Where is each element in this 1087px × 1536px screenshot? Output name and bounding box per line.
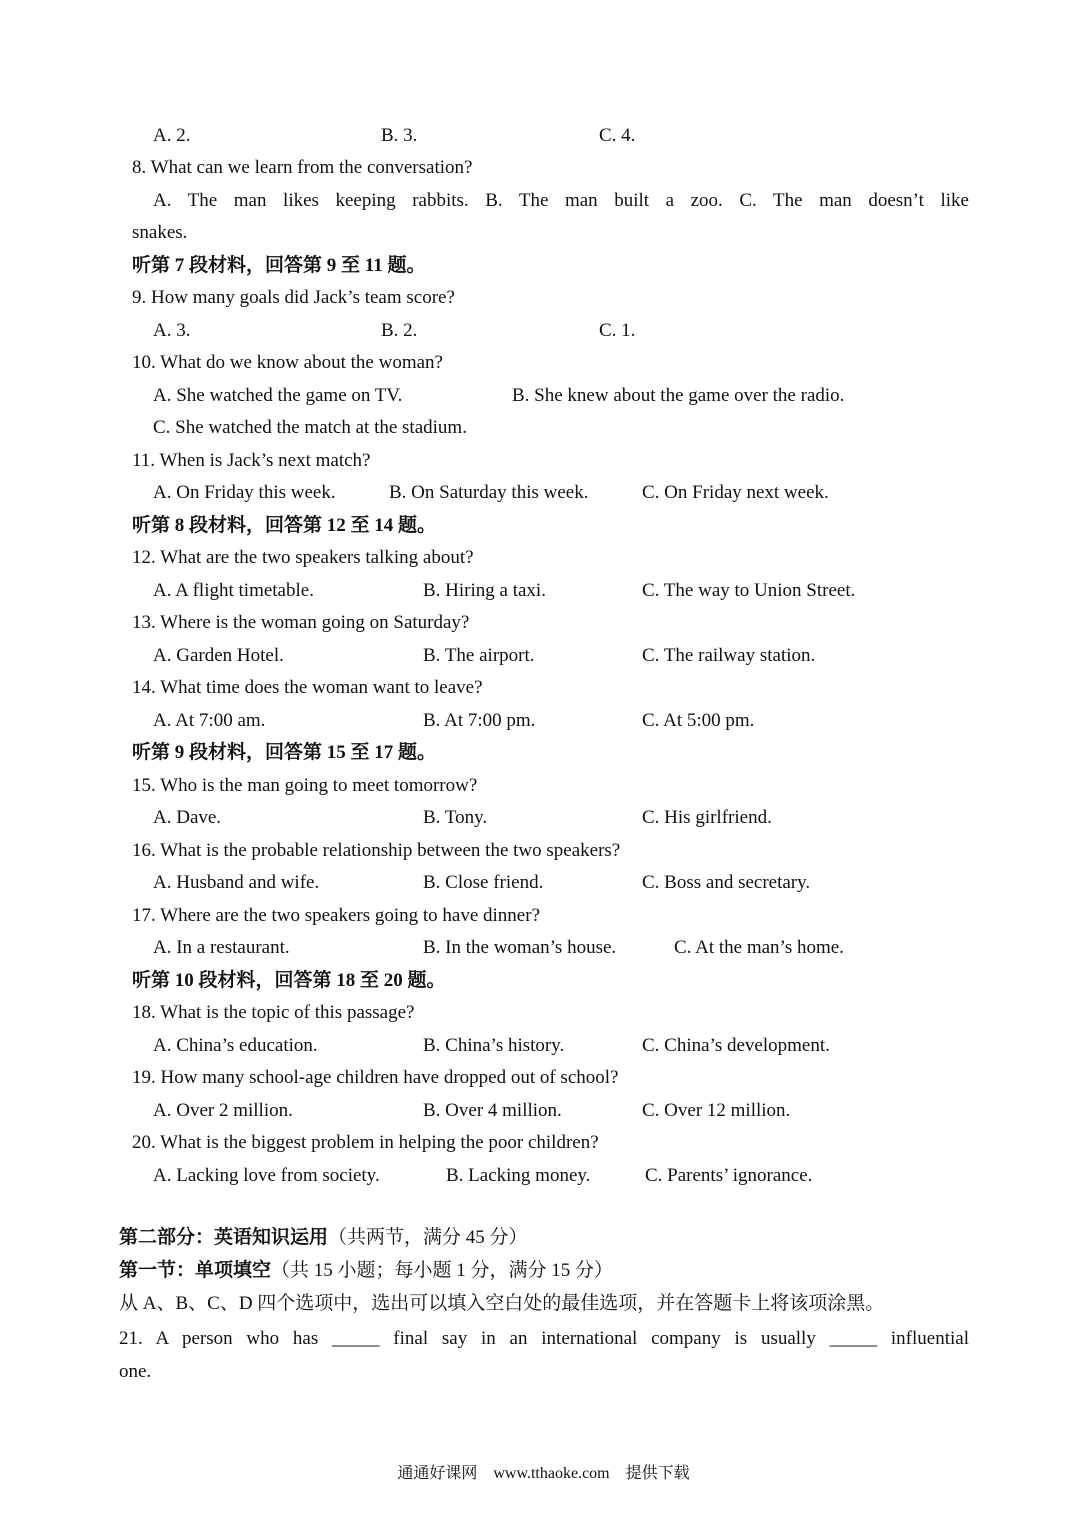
section-heading-8: 听第 8 段材料，回答第 12 至 14 题。 (132, 515, 437, 536)
option-b: B. Over 4 million. (423, 1100, 562, 1121)
section-one-note: （共 15 小题；每小题 1 分，满分 15 分） (271, 1260, 614, 1281)
option-a: A. Husband and wife. (153, 872, 320, 893)
option-a: A. Dave. (153, 807, 222, 828)
option-b: B. Tony. (423, 807, 488, 828)
question-19: 19. How many school-age children have dropped out of school? (132, 1067, 619, 1088)
question-12: 12. What are the two speakers talking about? (132, 547, 474, 568)
option-a: A. Lacking love from society. (153, 1165, 380, 1186)
option-b: B. 2. (381, 320, 418, 341)
option-c: C. His girlfriend. (642, 807, 772, 828)
question-10: 10. What do we know about the woman? (132, 352, 443, 373)
footer (0, 1464, 1087, 1484)
option-c: C. 1. (599, 320, 636, 341)
question-16: 16. What is the probable relationship between the two speakers? (132, 840, 621, 861)
question-14: 14. What time does the woman want to leave? (132, 677, 483, 698)
question-8: 8. What can we learn from the conversation? (132, 157, 473, 178)
part-two-heading (119, 1226, 528, 1250)
option-a: A. A flight timetable. (153, 580, 314, 601)
question-17: 17. Where are the two speakers going to have dinner? (132, 905, 540, 926)
options-q8-continued: snakes. (132, 222, 188, 243)
option-c: C. She watched the match at the stadium. (153, 417, 467, 438)
option-a: A. Garden Hotel. (153, 645, 284, 666)
question-20: 20. What is the biggest problem in helping the poor children? (132, 1132, 599, 1153)
option-b: B. At 7:00 pm. (423, 710, 536, 731)
question-9: 9. How many goals did Jack’s team score? (132, 287, 455, 308)
options-q8: A. The man likes keeping rabbits. B. The man built a zoo. C. The man doesn’t like (153, 190, 969, 211)
footer-url[interactable]: www.tthaoke.com (493, 1465, 610, 1482)
section-one-heading (119, 1259, 613, 1283)
option-c: C. At the man’s home. (674, 937, 844, 958)
option-a: A. She watched the game on TV. (153, 385, 403, 406)
section-heading-9: 听第 9 段材料，回答第 15 至 17 题。 (132, 742, 437, 763)
option-c: C. On Friday next week. (642, 482, 829, 503)
option-c: C. The way to Union Street. (642, 580, 856, 601)
option-c: C. 4. (599, 125, 636, 146)
option-b: B. Hiring a taxi. (423, 580, 546, 601)
option-a: A. In a restaurant. (153, 937, 290, 958)
option-b: B. Close friend. (423, 872, 544, 893)
footer-site: 通通好课网 (397, 1465, 478, 1482)
option-c: C. At 5:00 pm. (642, 710, 755, 731)
section-heading-10: 听第 10 段材料，回答第 18 至 20 题。 (132, 970, 446, 991)
question-21-continued: one. (119, 1361, 152, 1382)
option-a: A. 2. (153, 125, 191, 146)
option-b: B. She knew about the game over the radio. (512, 385, 845, 406)
question-15: 15. Who is the man going to meet tomorrow? (132, 775, 478, 796)
option-c: C. Boss and secretary. (642, 872, 811, 893)
question-13: 13. Where is the woman going on Saturday? (132, 612, 470, 633)
option-a: A. On Friday this week. (153, 482, 336, 503)
option-b: B. The airport. (423, 645, 535, 666)
part-two-title: 第二部分：英语知识运用 (119, 1227, 329, 1248)
option-b: B. In the woman’s house. (423, 937, 617, 958)
section-one-title: 第一节：单项填空 (119, 1260, 272, 1281)
part-two-note: （共两节，满分 45 分） (328, 1227, 528, 1248)
option-b: B. 3. (381, 125, 418, 146)
option-c: C. The railway station. (642, 645, 816, 666)
question-11: 11. When is Jack’s next match? (132, 450, 371, 471)
option-b: B. On Saturday this week. (389, 482, 589, 503)
option-c: C. China’s development. (642, 1035, 830, 1056)
option-b: B. China’s history. (423, 1035, 565, 1056)
question-21: 21. A person who has _____ final say in an international company is usually _____ influential (119, 1328, 969, 1349)
option-a: A. 3. (153, 320, 191, 341)
footer-note: 提供下载 (625, 1465, 690, 1482)
option-a: A. Over 2 million. (153, 1100, 293, 1121)
instructions: 从 A、B、C、D 四个选项中，选出可以填入空白处的最佳选项，并在答题卡上将该项涂黑。 (119, 1293, 885, 1314)
option-a: A. At 7:00 am. (153, 710, 266, 731)
section-heading-7: 听第 7 段材料，回答第 9 至 11 题。 (132, 255, 426, 276)
option-b: B. Lacking money. (446, 1165, 591, 1186)
option-c: C. Over 12 million. (642, 1100, 791, 1121)
option-a: A. China’s education. (153, 1035, 318, 1056)
option-c: C. Parents’ ignorance. (645, 1165, 813, 1186)
question-18: 18. What is the topic of this passage? (132, 1002, 415, 1023)
